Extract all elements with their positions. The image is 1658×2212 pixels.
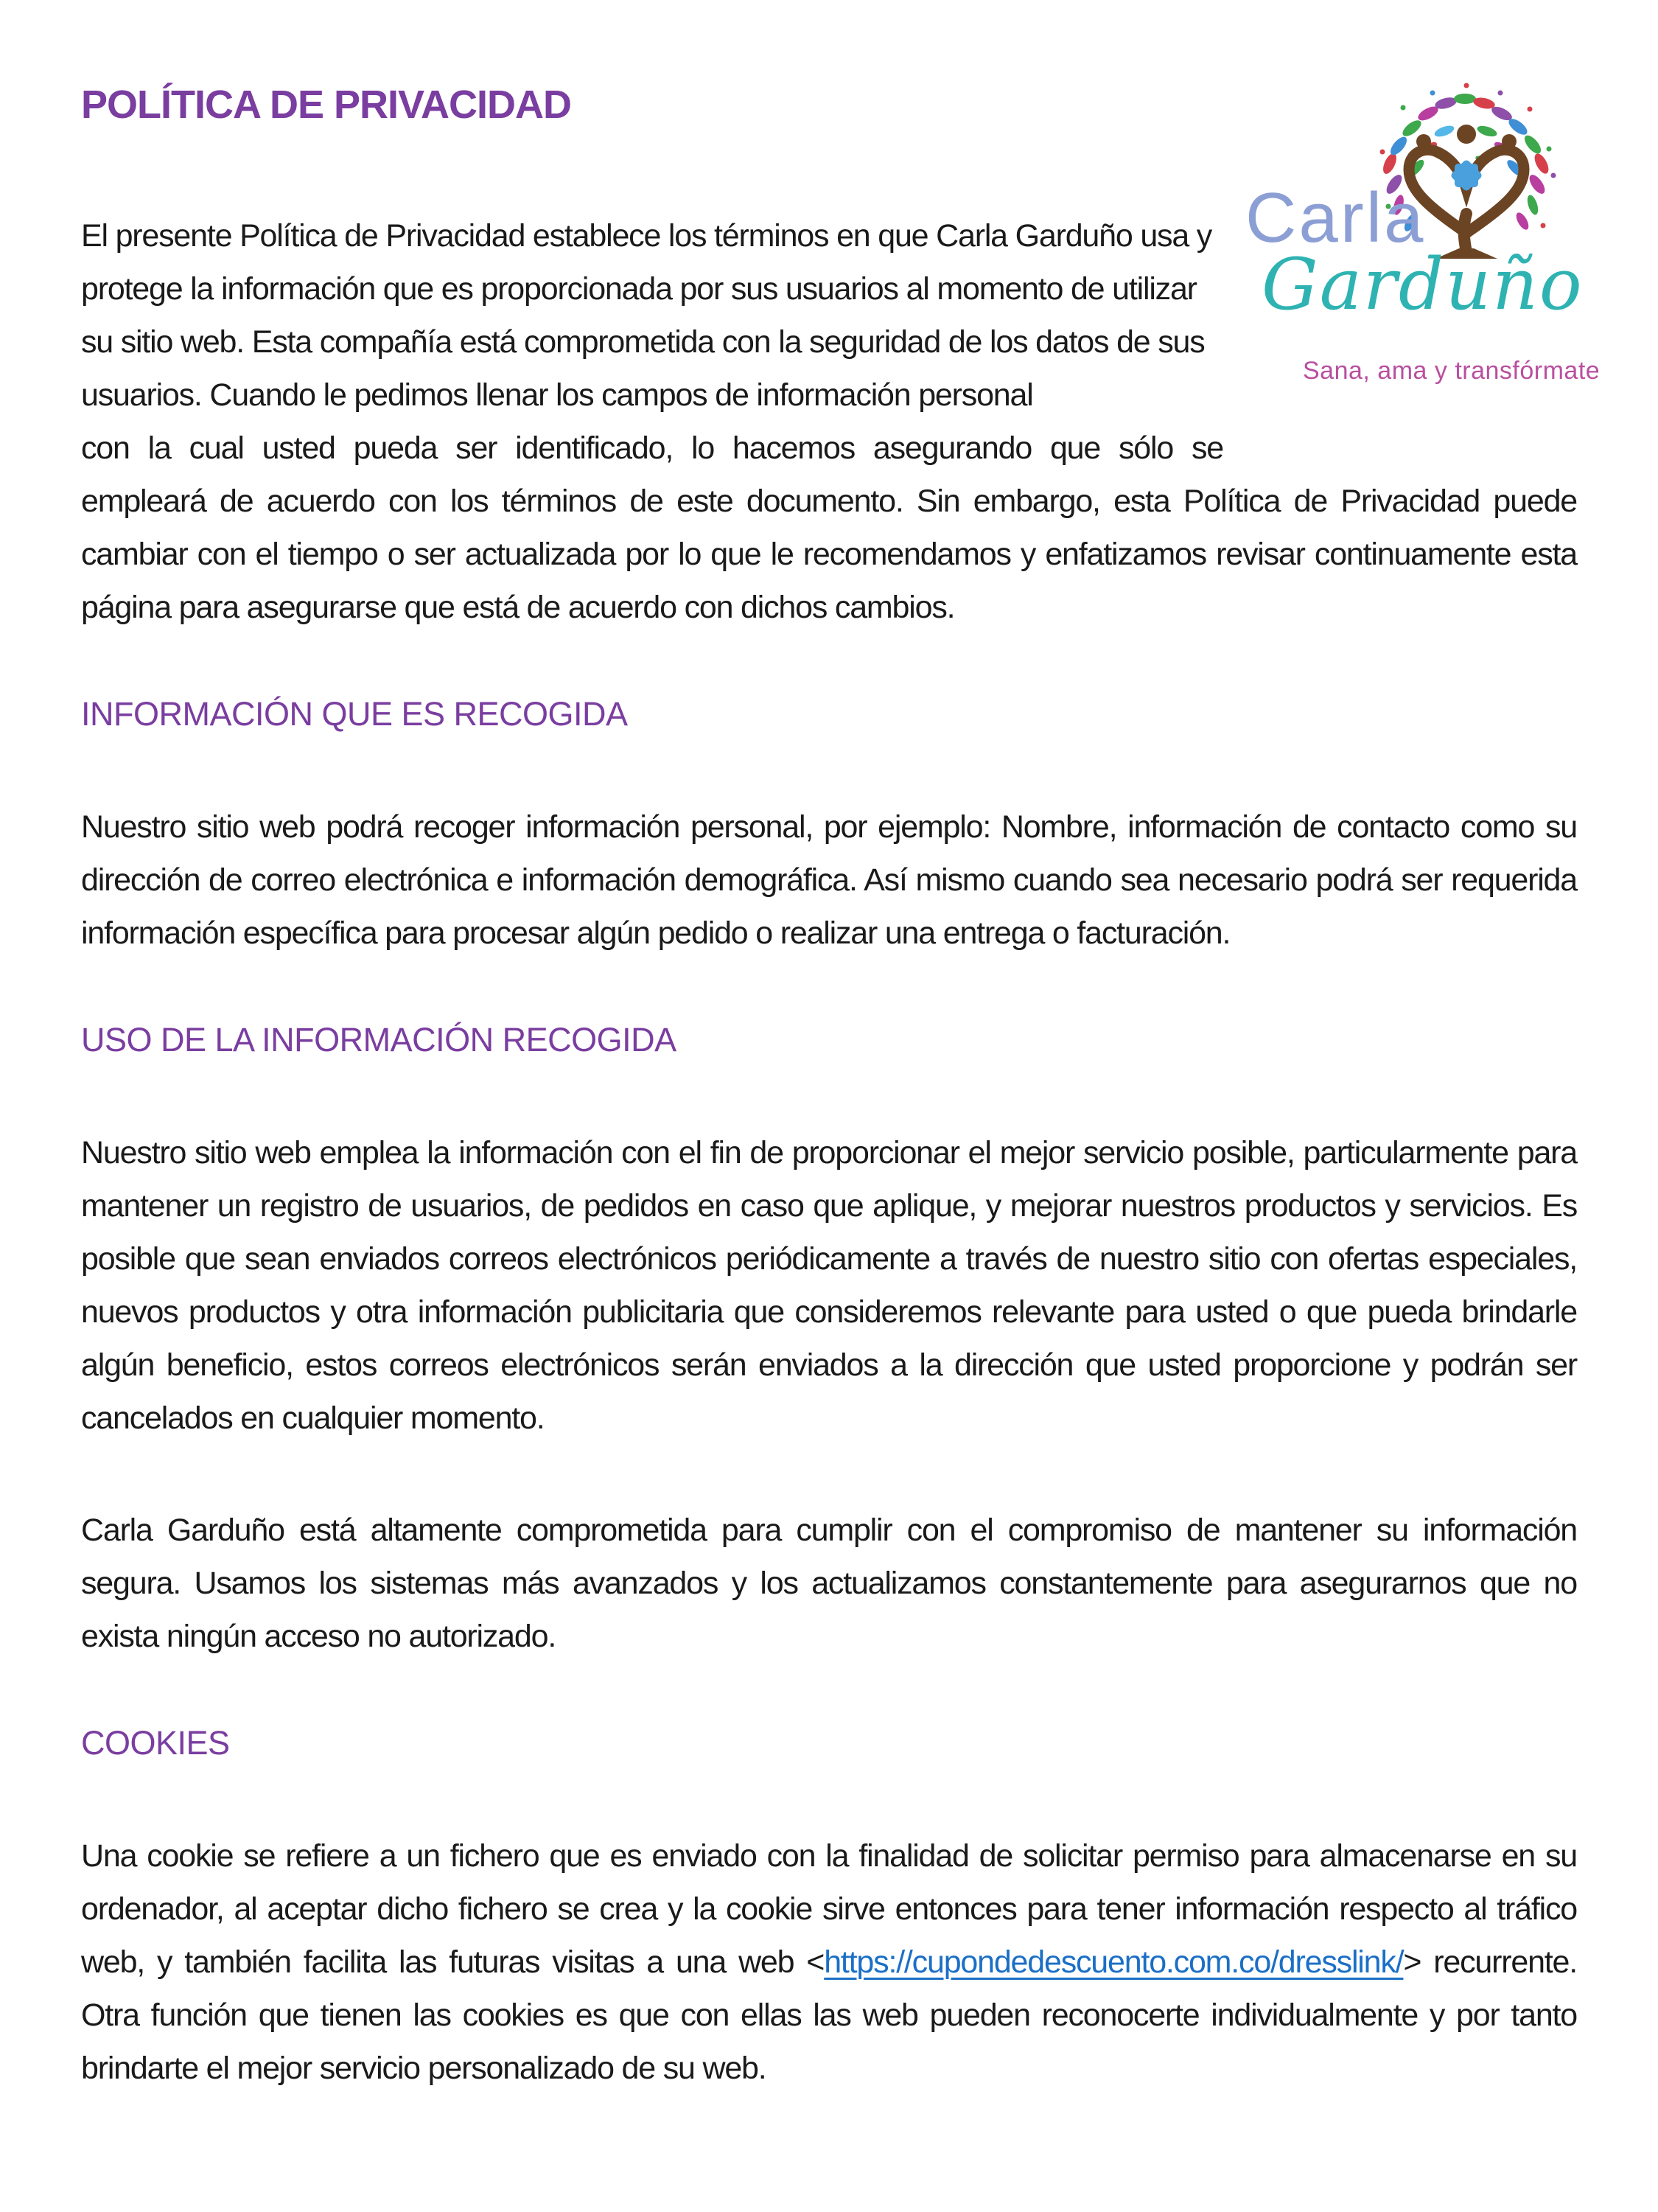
paragraph-informacion-recogida: Nuestro sitio web podrá recoger información personal, por ejemplo: Nombre, información de contacto como su dirección de correo electrónica e información demográfica. Así mismo cuando sea necesario podrá ser requerida información específica para procesar algún pedido o realizar una entrega o facturación. (81, 809, 1577, 951)
brand-name-garduno: Garduño (1262, 243, 1584, 326)
intro-paragraph-justified: con la cual usted pueda ser identificado, lo hacemos asegurando que sólo se empleará de acuerdo con los términos de este documento. Sin embargo, esta Política de Privacidad puede cambiar con el tiempo o ser actualizada por lo que le recomendamos y enfatizamos revisar continuamente esta página para asegurarse que está de acuerdo con dichos cambios. (81, 430, 1577, 625)
cupondedescuento-link[interactable]: https://cupondedescuento.com.co/dresslink/ (824, 1944, 1404, 1980)
page-title: POLÍTICA DE PRIVACIDAD (81, 83, 572, 127)
paragraph-uso-informacion-1: Nuestro sitio web emplea la información con el fin de proporcionar el mejor servicio posible, particularmente para mantener un registro de usuarios, de pedidos en caso que aplique, y mejorar nuestros productos y servicios. Es posible que sean enviados correos electrónicos periódicamente a través de nuestro sitio con ofertas especiales, nuevos productos y otra información publicitaria que consideremos relevante para usted o que pueda brindarle algún beneficio, estos correos electrónicos serán enviados a la dirección que usted proporcione y podrán ser cancelados en cualquier momento. (81, 1135, 1577, 1436)
paragraph-cookies (81, 1829, 1577, 2095)
intro-paragraph-wrapped: El presente Política de Privacidad establece los términos en que Carla Garduño usa y protege la información que es proporcionada por sus usuarios al momento de utilizar su sitio web. Esta compañía está comprometida con la seguridad de los datos de sus usuarios. Cuando le pedimos llenar los campos de información personal (81, 218, 1212, 413)
section-heading-cookies: COOKIES (81, 1724, 230, 1762)
brand-tagline: Sana, ama y transfórmate (1303, 357, 1601, 385)
brand-name-carla: Carla (1245, 178, 1426, 257)
brand-logo (1245, 81, 1601, 420)
cookies-text-after-link: > recurrente. Otra función que tienen las cookies es que con ellas las web pueden reconocerte individualmente y por tanto brindarte el mejor servicio personalizado de su web. (81, 1944, 1578, 2086)
cookies-text-before-link: Una cookie se refiere a un fichero que es enviado con la finalidad de solicitar permiso para almacenarse en su ordenador, al aceptar dicho fichero se crea y la cookie sirve entonces para tener información respecto al tráfico web, y también facilita las futuras visitas a una web < (81, 1838, 1577, 1980)
section-heading-uso-informacion: USO DE LA INFORMACIÓN RECOGIDA (81, 1021, 676, 1058)
paragraph-uso-informacion-2: Carla Garduño está altamente comprometida para cumplir con el compromiso de mantener su información segura. Usamos los sistemas más avanzados y los actualizamos constantemente para asegurarnos que no exista ningún acceso no autorizado. (81, 1513, 1577, 1654)
heart-trunk (1409, 125, 1524, 259)
section-heading-informacion-recogida: INFORMACIÓN QUE ES RECOGIDA (81, 695, 628, 733)
